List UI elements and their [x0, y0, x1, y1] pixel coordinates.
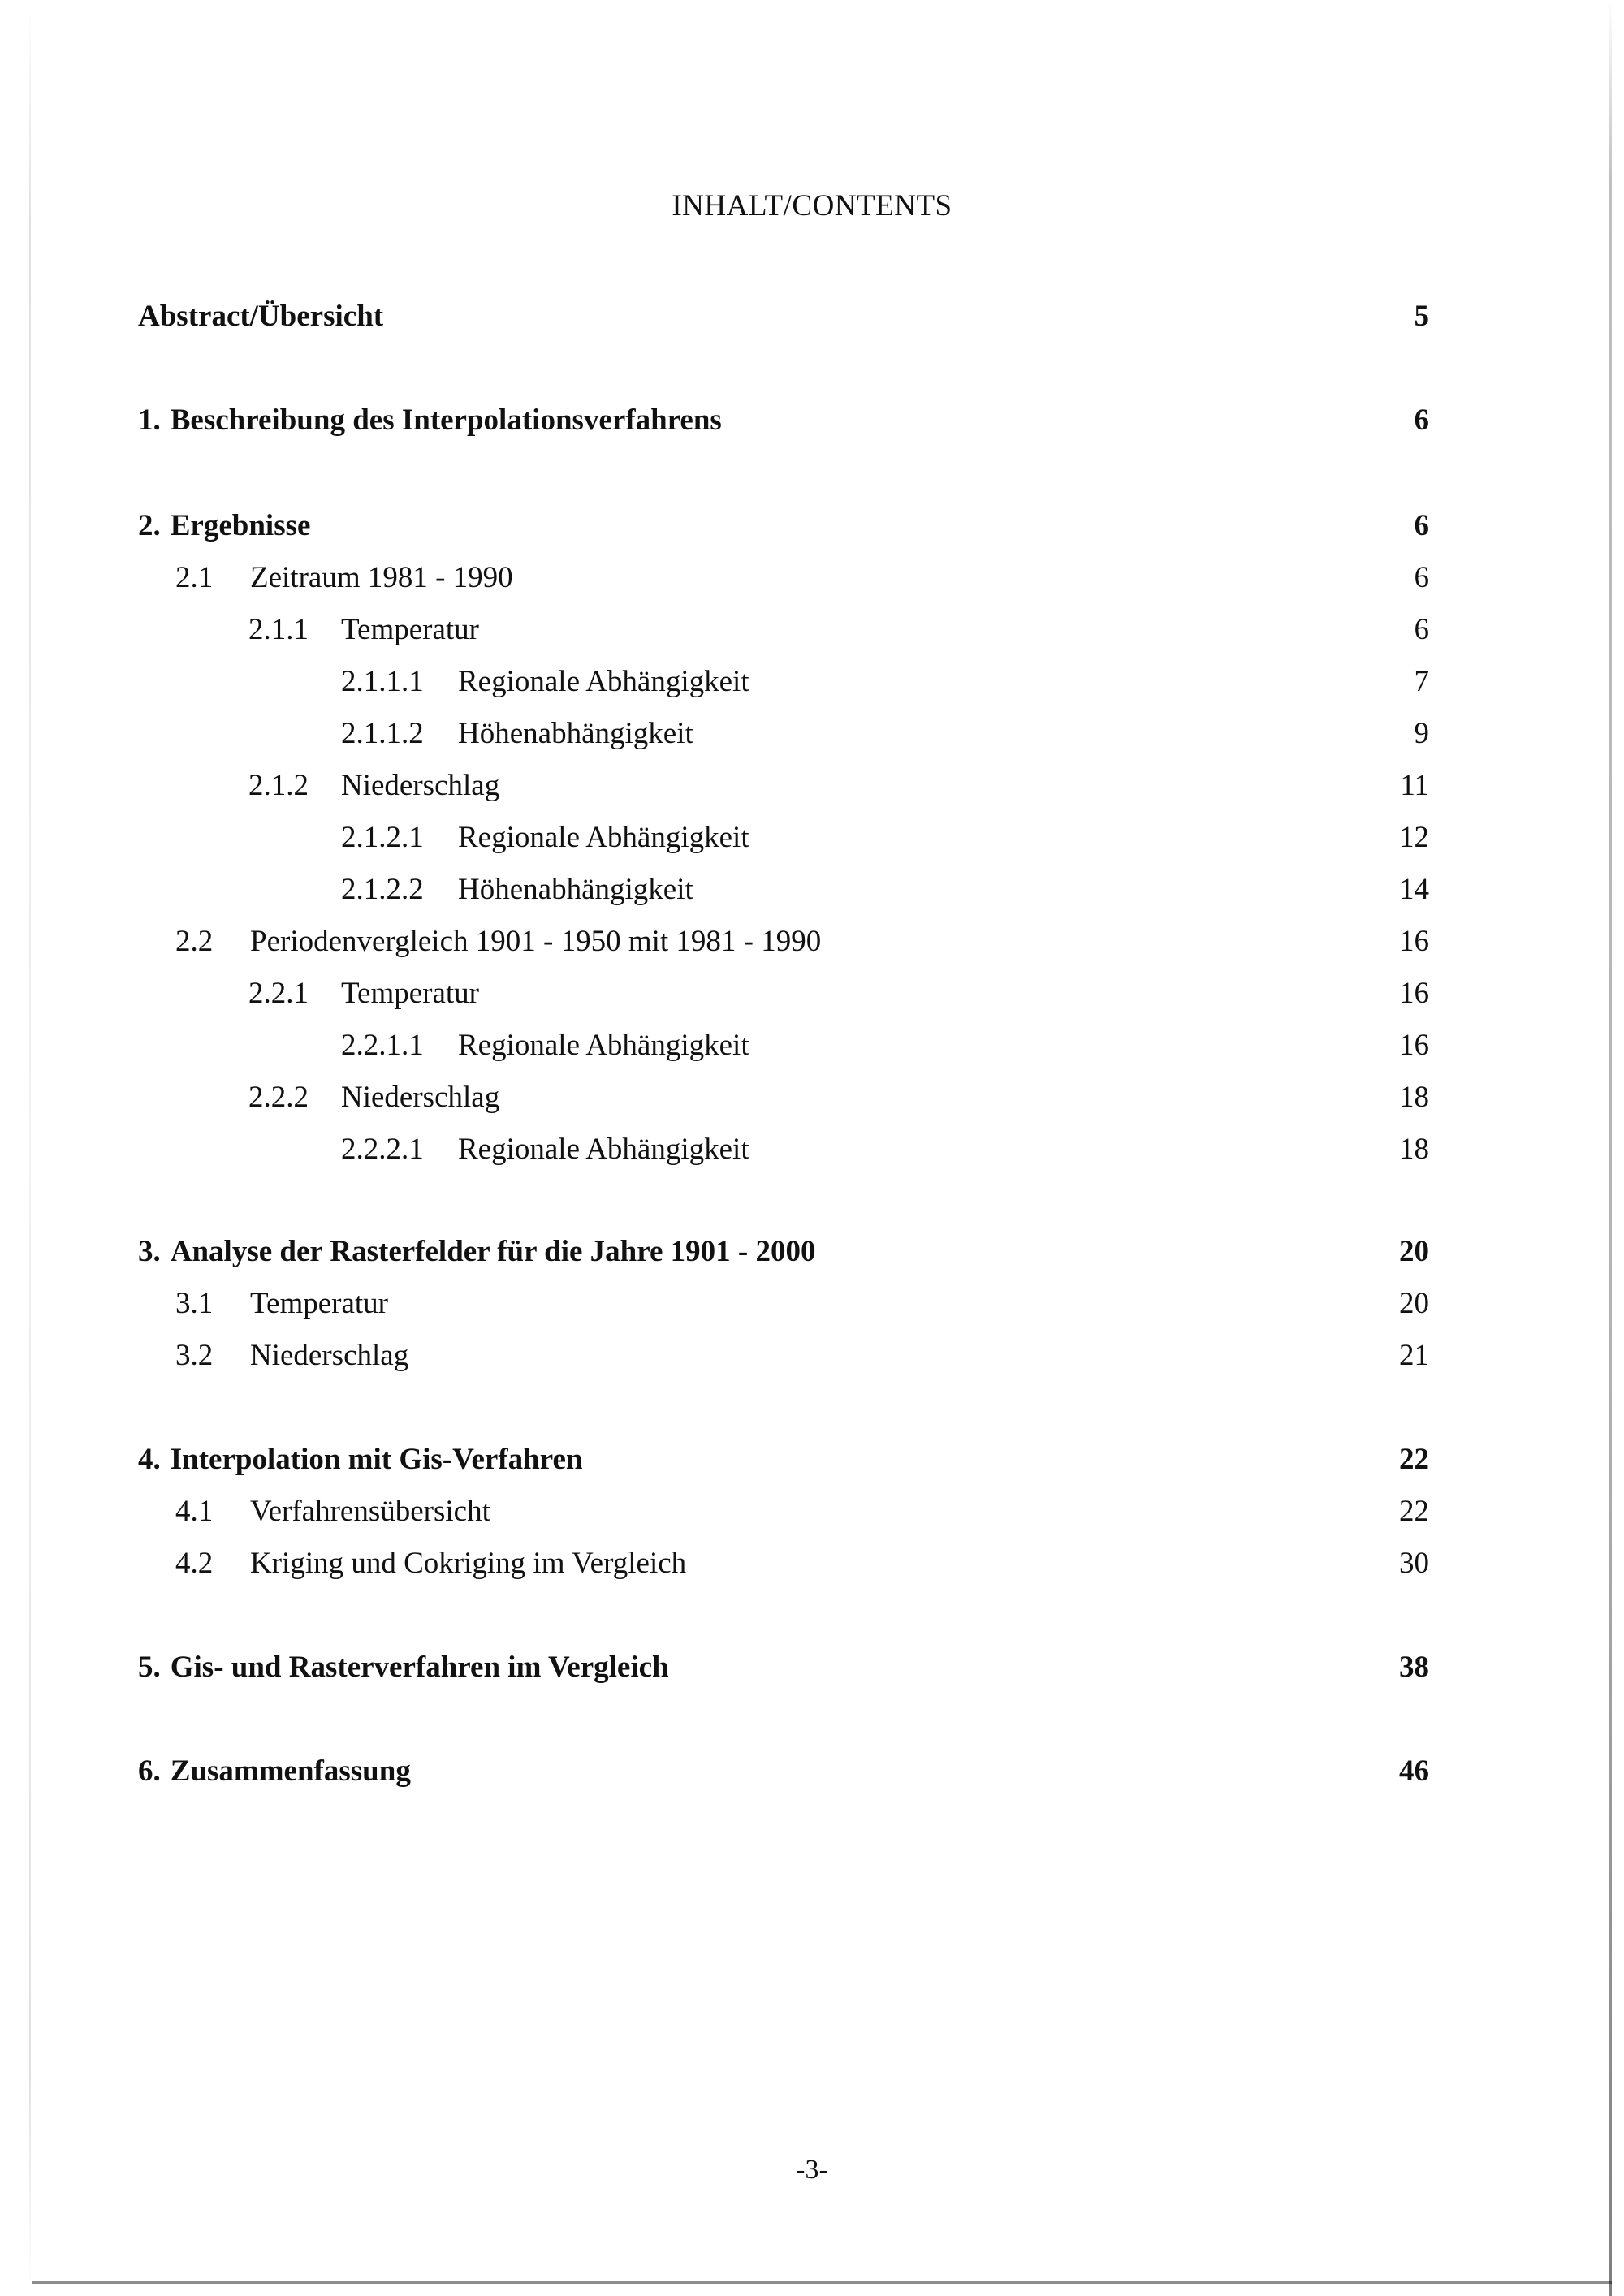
toc-label — [175, 1544, 686, 1583]
toc-number: 2.2 — [175, 925, 214, 958]
toc-label — [138, 1232, 815, 1271]
toc-label — [138, 1648, 669, 1687]
toc-entry-1 — [0, 401, 1624, 440]
page-title: INHALT/CONTENTS — [672, 189, 952, 222]
toc-text: Kriging und Cokriging im Vergleich — [250, 1547, 687, 1580]
toc-text: Niederschlag — [341, 1081, 500, 1114]
toc-number: 2.2.2 — [248, 1081, 309, 1114]
toc-number: 4.1 — [175, 1495, 214, 1528]
toc-entry-3-2 — [0, 1336, 1624, 1375]
toc-label — [341, 662, 749, 701]
toc-entry-2-1-1 — [0, 611, 1624, 650]
toc-text: Regionale Abhängigkeit — [458, 665, 749, 698]
toc-text: Interpolation mit Gis-Verfahren — [170, 1443, 583, 1476]
toc-text: Temperatur — [341, 613, 479, 646]
toc-label — [248, 766, 499, 805]
toc-number: 3.1 — [175, 1287, 214, 1320]
toc-page-number: 14 — [1399, 873, 1429, 906]
toc-label — [138, 1440, 582, 1479]
toc-entry-4 — [0, 1440, 1624, 1479]
toc-entry-3 — [0, 1232, 1624, 1271]
toc-text: Analyse der Rasterfelder für die Jahre 1901 - 2000 — [170, 1235, 816, 1268]
toc-label — [138, 507, 310, 546]
toc-label — [341, 714, 693, 753]
toc-number: 3. — [138, 1235, 161, 1268]
toc-entry-2-1-1-1 — [0, 662, 1624, 701]
toc-number: 3.2 — [175, 1339, 214, 1372]
toc-label — [248, 611, 479, 650]
toc-entry-2-2-2 — [0, 1078, 1624, 1117]
toc-page-number: 7 — [1414, 665, 1429, 698]
toc-number: 6. — [138, 1754, 161, 1788]
toc-text: Zusammenfassung — [170, 1754, 411, 1788]
toc-page-number: 16 — [1399, 1029, 1429, 1062]
toc-number: 2.2.2.1 — [341, 1133, 424, 1166]
toc-entry-2-2-2-1 — [0, 1130, 1624, 1169]
toc-entry-2-2-1 — [0, 974, 1624, 1013]
toc-label — [341, 818, 749, 857]
toc-label — [341, 1026, 749, 1065]
toc-entry-2-1-1-2 — [0, 714, 1624, 753]
toc-number: 2.1 — [175, 561, 214, 594]
toc-number: 2.1.1.1 — [341, 665, 424, 698]
toc-number: 1. — [138, 404, 161, 437]
toc-entry-2-1-2-2 — [0, 870, 1624, 909]
toc-number: 2. — [138, 509, 161, 542]
toc-text: Niederschlag — [341, 769, 500, 802]
toc-page-number: 20 — [1399, 1287, 1429, 1320]
toc-entry-abstract — [0, 297, 1624, 336]
toc-number: 2.1.1 — [248, 613, 309, 646]
toc-label — [341, 1130, 749, 1169]
toc-number: 2.1.2.2 — [341, 873, 424, 906]
toc-entry-4-2 — [0, 1544, 1624, 1583]
toc-page-number: 18 — [1399, 1133, 1429, 1166]
toc-text: Gis- und Rasterverfahren im Vergleich — [170, 1651, 669, 1684]
toc-text: Verfahrensübersicht — [250, 1495, 490, 1528]
toc-entry-2-1-2-1 — [0, 818, 1624, 857]
toc-text: Höhenabhängigkeit — [458, 873, 693, 906]
toc-page-number: 30 — [1399, 1547, 1429, 1580]
toc-number: 4.2 — [175, 1547, 214, 1580]
toc-text: Höhenabhängigkeit — [458, 717, 693, 750]
toc-page-number: 46 — [1399, 1754, 1429, 1788]
toc-text: Abstract/Übersicht — [138, 300, 384, 333]
toc-page-number: 16 — [1399, 925, 1429, 958]
toc-text: Periodenvergleich 1901 - 1950 mit 1981 - 1990 — [250, 925, 822, 958]
toc-number: 2.1.2 — [248, 769, 309, 802]
toc-page-number: 5 — [1414, 300, 1429, 333]
toc-label — [138, 297, 383, 336]
toc-text: Regionale Abhängigkeit — [458, 821, 749, 854]
toc-page-number: 38 — [1399, 1651, 1429, 1684]
toc-label — [175, 922, 821, 961]
toc-page-number: 12 — [1399, 821, 1429, 854]
toc-entry-2-2 — [0, 922, 1624, 961]
page-number-footer: -3- — [796, 2155, 828, 2185]
toc-page-number: 18 — [1399, 1081, 1429, 1114]
toc-number: 2.1.2.1 — [341, 821, 424, 854]
toc-page-number: 6 — [1414, 613, 1429, 646]
toc-page-number: 6 — [1414, 404, 1429, 437]
toc-text: Regionale Abhängigkeit — [458, 1029, 749, 1062]
toc-entry-6 — [0, 1752, 1624, 1791]
toc-page-number: 6 — [1414, 509, 1429, 542]
toc-entry-4-1 — [0, 1492, 1624, 1531]
toc-page-number: 6 — [1414, 561, 1429, 594]
toc-number: 2.1.1.2 — [341, 717, 424, 750]
toc-page-number: 22 — [1399, 1443, 1429, 1476]
toc-number: 2.2.1.1 — [341, 1029, 424, 1062]
toc-page-number: 20 — [1399, 1235, 1429, 1268]
toc-label — [138, 401, 722, 440]
toc-text: Zeitraum 1981 - 1990 — [250, 561, 513, 594]
toc-page-number: 16 — [1399, 977, 1429, 1010]
toc-label — [248, 974, 479, 1013]
toc-number: 2.2.1 — [248, 977, 309, 1010]
toc-label — [175, 559, 513, 598]
toc-label — [341, 870, 693, 909]
toc-label — [175, 1336, 408, 1375]
toc-number: 5. — [138, 1651, 161, 1684]
toc-label — [138, 1752, 411, 1791]
toc-entry-2-2-1-1 — [0, 1026, 1624, 1065]
toc-entry-2-1 — [0, 559, 1624, 598]
toc-label — [248, 1078, 499, 1117]
toc-page-number: 22 — [1399, 1495, 1429, 1528]
toc-page-number: 11 — [1400, 769, 1429, 802]
toc-text: Ergebnisse — [170, 509, 311, 542]
toc-entry-3-1 — [0, 1284, 1624, 1323]
scan-edge-bottom — [32, 2281, 1612, 2284]
toc-entry-2 — [0, 507, 1624, 546]
toc-page-number: 9 — [1414, 717, 1429, 750]
toc-number: 4. — [138, 1443, 161, 1476]
toc-text: Regionale Abhängigkeit — [458, 1133, 749, 1166]
toc-text: Beschreibung des Interpolationsverfahrens — [170, 404, 722, 437]
toc-text: Niederschlag — [250, 1339, 409, 1372]
toc-entry-5 — [0, 1648, 1624, 1687]
toc-text: Temperatur — [250, 1287, 388, 1320]
toc-page-number: 21 — [1399, 1339, 1429, 1372]
toc-label — [175, 1284, 388, 1323]
toc-text: Temperatur — [341, 977, 479, 1010]
toc-label — [175, 1492, 490, 1531]
toc-entry-2-1-2 — [0, 766, 1624, 805]
